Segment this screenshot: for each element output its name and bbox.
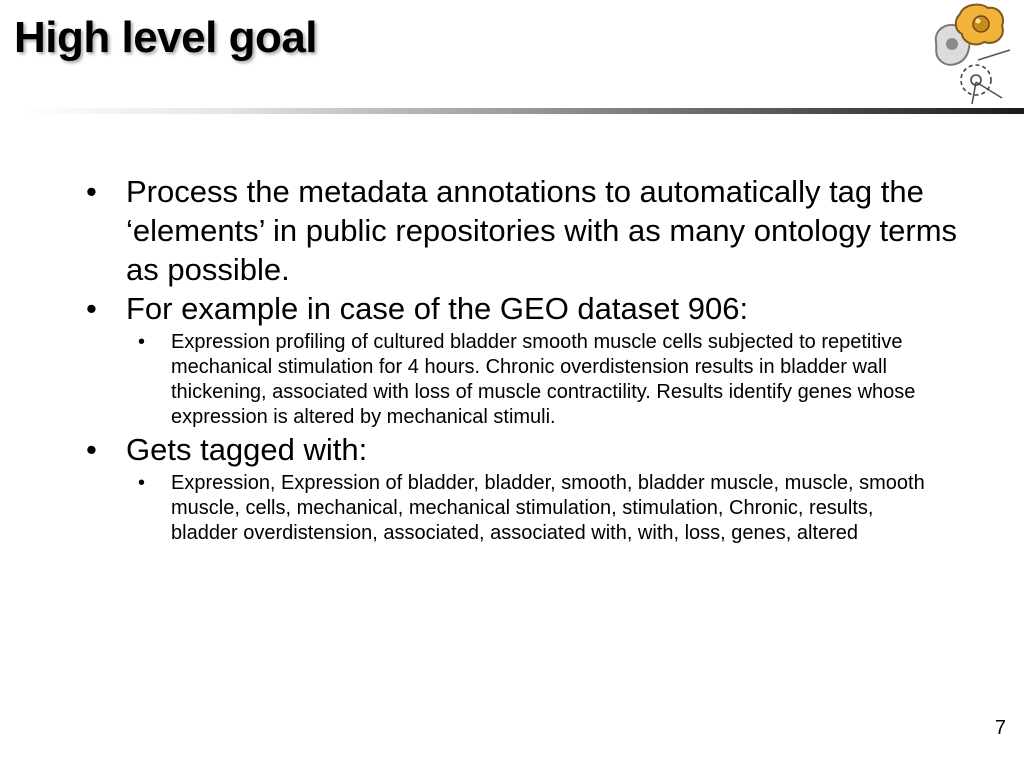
sub-bullet-icon: • [138,331,146,353]
sub-bullet-item-tags [126,471,941,546]
bullet-item-example [86,289,966,430]
bullet-list [86,172,966,546]
bullet-icon: • [86,291,97,326]
page-number: 7 [994,717,1006,739]
slide-title: High level goal [14,13,318,62]
bullet-text-example: For example in case of the GEO dataset 906: [126,291,749,326]
bullet-item-goal [86,172,966,289]
sub-bullet-list [126,330,966,430]
sub-bullet-item-description [126,330,941,430]
bullet-icon: • [86,432,97,467]
sub-bullet-icon: • [138,472,146,494]
sub-bullet-text-description: Expression profiling of cultured bladder smooth muscle cells subjected to repetitive mechanical stimulation for 4 hours. Chronic overdistension results in bladder wall thickening, associated with loss of muscle contractility. Results identify genes whose expression is altered by mechanical stimuli. [171,331,916,428]
bullet-item-tagged [86,430,966,546]
title-divider [20,108,1024,114]
sub-bullet-list [126,471,966,546]
cell-logo-icon [926,2,1016,106]
bullet-text-tagged: Gets tagged with: [126,432,368,467]
bullet-text-goal: Process the metadata annotations to automatically tag the ‘elements’ in public repositories with as many ontology terms as possible. [126,174,958,287]
bullet-icon: • [86,174,97,209]
sub-bullet-text-tags: Expression, Expression of bladder, bladder, smooth, bladder muscle, muscle, smooth muscle, cells, mechanical, mechanical stimulation, stimulation, Chronic, results, bladder overdistension, associated, associated with, with, loss, genes, altered [171,472,925,544]
